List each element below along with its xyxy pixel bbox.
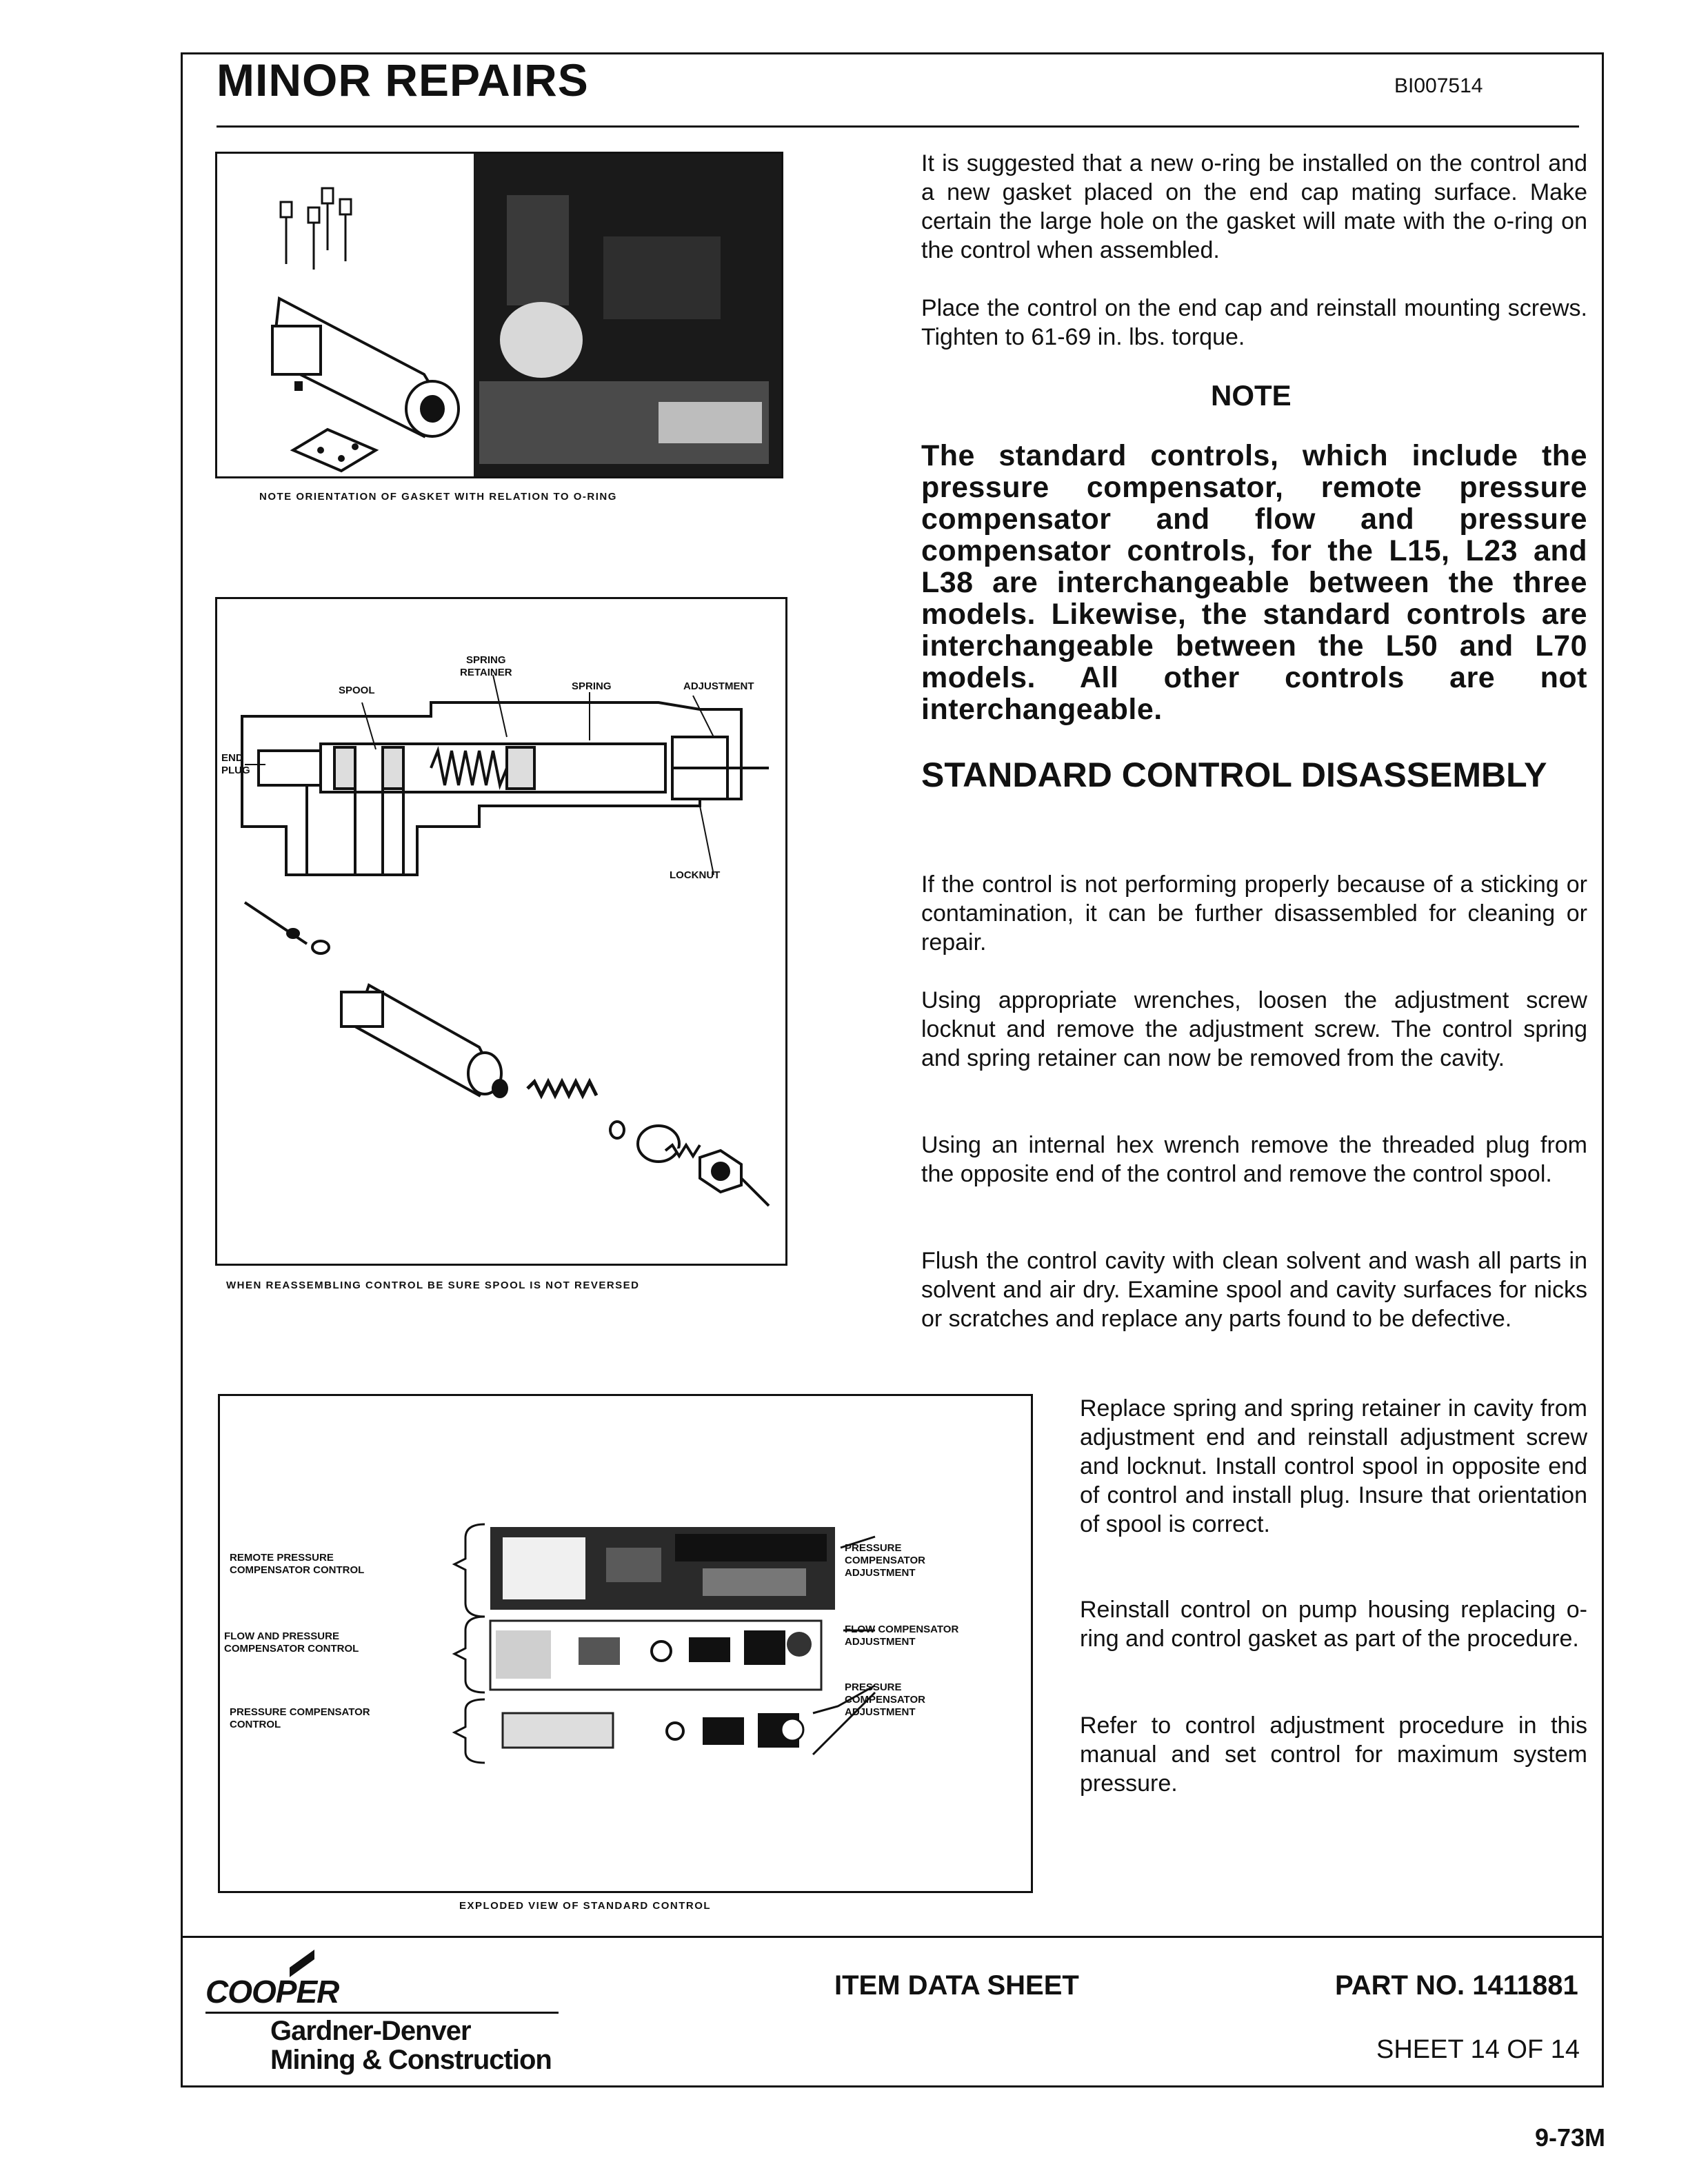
label-pca2-line2: COMPENSATOR [845, 1694, 925, 1706]
label-flow-line2: COMPENSATOR CONTROL [224, 1643, 359, 1655]
logo-cooper: COOPER [205, 1974, 339, 2010]
label-remote-line1: REMOTE PRESSURE [230, 1552, 334, 1564]
label-pressure-line2: CONTROL [230, 1719, 281, 1730]
paragraph-flush-cavity: Flush the control cavity with clean solvent and wash all parts in solvent and air dry. Examine spool and cavity surfaces for nicks or scratches and replace any parts found to be defective. [921, 1248, 1587, 1332]
exploded-view-figure [218, 1394, 1033, 1893]
label-remote-line2: COMPENSATOR CONTROL [230, 1564, 365, 1576]
footer-divider [181, 1936, 1604, 1938]
title-divider [217, 125, 1579, 128]
exploded-view-caption: EXPLODED VIEW OF STANDARD CONTROL [459, 1900, 712, 1912]
note-heading: NOTE [1211, 379, 1292, 412]
paragraph-reinstall-control: Reinstall control on pump housing replacing o-ring and control gasket as part of the procedure. [1080, 1597, 1587, 1652]
label-pca1-line3: ADJUSTMENT [845, 1567, 916, 1579]
paragraph-threaded-plug: Using an internal hex wrench remove the threaded plug from the opposite end of the control and remove the control spool. [921, 1132, 1587, 1187]
control-cross-section-illustration [217, 599, 785, 1264]
gasket-figure-caption: NOTE ORIENTATION OF GASKET WITH RELATION TO O-RING [259, 491, 617, 503]
label-flow-line1: FLOW AND PRESSURE [224, 1630, 339, 1642]
label-pressure-compensator-adjustment-1 [845, 1542, 925, 1579]
page-title: MINOR REPAIRS [217, 54, 589, 105]
label-flow-and-pressure-compensator-control [224, 1630, 359, 1655]
label-end-plug-line2: PLUG [221, 765, 250, 776]
label-pca1-line2: COMPENSATOR [845, 1555, 925, 1566]
logo-divider [205, 2012, 559, 2014]
label-pca2-line1: PRESSURE [845, 1681, 902, 1693]
paragraph-mounting-screws: Place the control on the end cap and reinstall mounting screws. Tighten to 61-69 in. lbs. torque. [921, 295, 1587, 350]
label-pressure-compensator-adjustment-2 [845, 1681, 925, 1719]
label-pressure-line1: PRESSURE COMPENSATOR [230, 1706, 370, 1718]
label-spool: SPOOL [339, 685, 375, 696]
paragraph-replace-spring: Replace spring and spring retainer in cavity from adjustment end and reinstall adjustment screw and locknut. Install control spool in opposite end of control and install plug. Insure that orientation of spool is correct. [1080, 1395, 1587, 1537]
note-body: The standard controls, which include the pressure compensator, remote pressure compensator and flow and pressure compensator controls, for the L15, L23 and L38 are interchangeable between the three models. Likewise, the standard controls are interchangeable between the L50 and L70 models. All other controls are not interchangeable. [921, 439, 1587, 726]
label-fca-line1: FLOW COMPENSATOR [845, 1624, 959, 1635]
paragraph-o-ring-gasket: It is suggested that a new o-ring be installed on the control and a new gasket placed on the end cap mating surface. Make certain the large hole on the gasket will mate with the o-ring on the control when assembled. [921, 150, 1587, 263]
label-flow-compensator-adjustment [845, 1624, 958, 1648]
paragraph-set-control: Refer to control adjustment procedure in this manual and set control for maximum system pressure. [1080, 1712, 1587, 1797]
label-spring: SPRING [572, 680, 612, 692]
cross-section-caption: WHEN REASSEMBLING CONTROL BE SURE SPOOL IS NOT REVERSED [226, 1280, 640, 1291]
label-pca1-line1: PRESSURE [845, 1542, 902, 1554]
page-number: 9-73M [1535, 2123, 1606, 2152]
logo-gardner-denver: Gardner-Denver [270, 2016, 471, 2046]
label-spring-retainer [460, 654, 512, 679]
part-number: PART NO. 1411881 [1335, 1970, 1578, 2001]
sheet-number: SHEET 14 OF 14 [1376, 2035, 1580, 2064]
section-heading-standard-control-disassembly: STANDARD CONTROL DISASSEMBLY [921, 756, 1547, 794]
logo-mining-construction: Mining & Construction [270, 2045, 552, 2075]
gasket-orientation-figure [215, 152, 783, 478]
label-fca-line2: ADJUSTMENT [845, 1636, 916, 1648]
paragraph-adjustment-screw: Using appropriate wrenches, loosen the adjustment screw locknut and remove the adjustment screw. The control spring and spring retainer can now be removed from the cavity. [921, 987, 1587, 1071]
label-remote-pressure-compensator-control [230, 1552, 364, 1577]
label-end-plug-line1: END [221, 752, 243, 764]
document-id: BI007514 [1394, 74, 1483, 97]
label-locknut: LOCKNUT [670, 869, 721, 881]
label-adjustment: ADJUSTMENT [683, 680, 754, 692]
control-cross-section-figure [215, 597, 787, 1266]
gasket-orientation-illustration [217, 154, 781, 476]
label-spring-retainer-line2: RETAINER [460, 667, 512, 678]
label-spring-retainer-line1: SPRING [466, 654, 506, 666]
label-end-plug [221, 752, 250, 777]
item-data-sheet-label: ITEM DATA SHEET [834, 1970, 1079, 2001]
label-pca2-line3: ADJUSTMENT [845, 1706, 916, 1718]
label-pressure-compensator-control [230, 1706, 370, 1731]
paragraph-further-disassembly: If the control is not performing properly because of a sticking or contamination, it can be further disassembled for cleaning or repair. [921, 871, 1587, 956]
